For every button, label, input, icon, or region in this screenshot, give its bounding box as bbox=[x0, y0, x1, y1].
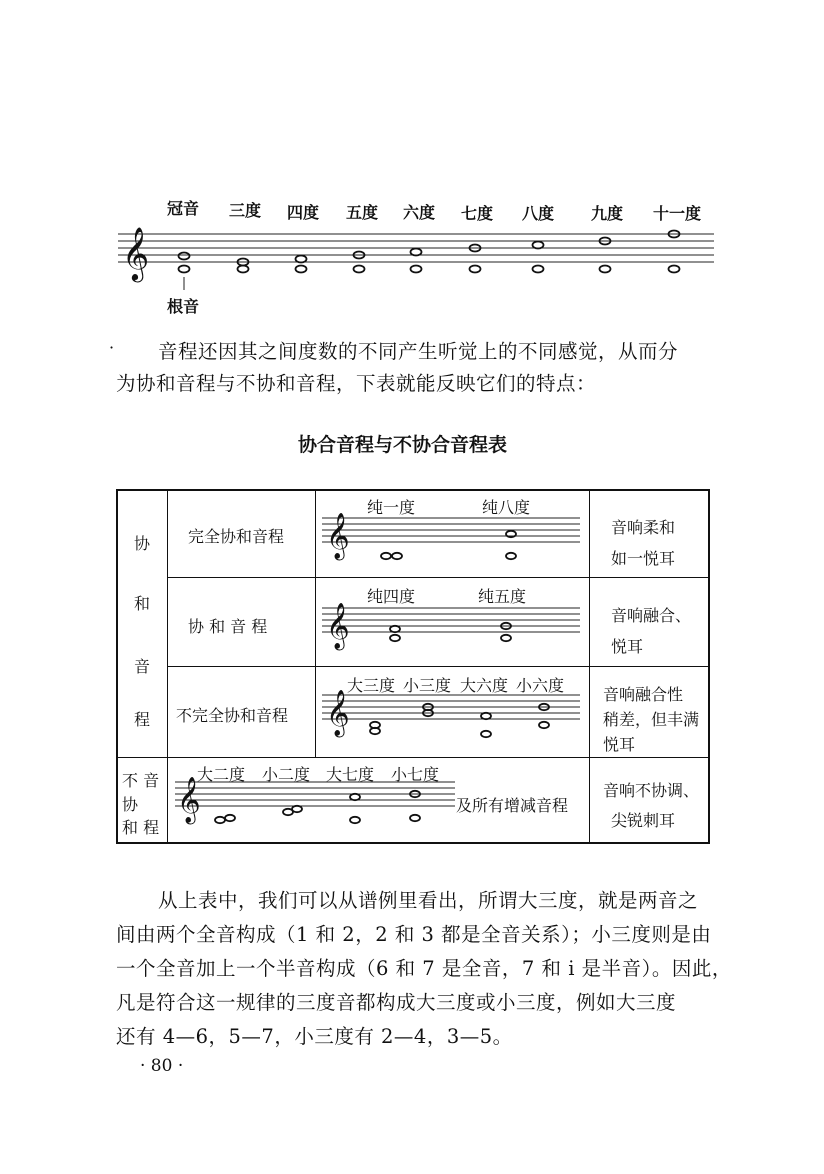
interval-label: 八度 bbox=[522, 204, 555, 223]
group-label-char: 音 bbox=[134, 657, 151, 676]
interval-name: 大六度 bbox=[460, 676, 509, 695]
group-label-line: 不 音 bbox=[122, 771, 160, 790]
music-staff bbox=[118, 222, 718, 292]
row-name: 协 和 音 程 bbox=[188, 617, 268, 636]
stray-mark: · bbox=[109, 338, 115, 357]
group-label-line: 和 程 bbox=[122, 818, 160, 837]
interval-name: 纯一度 bbox=[367, 498, 416, 517]
interval-name: 小七度 bbox=[391, 765, 440, 784]
page-number: · 80 · bbox=[140, 1056, 184, 1076]
description-line: 悦耳 bbox=[603, 735, 636, 754]
description-line: 稍差，但丰满 bbox=[603, 710, 700, 729]
interval-label: 四度 bbox=[287, 203, 320, 222]
interval-name: 大七度 bbox=[326, 765, 375, 784]
treble-clef-icon: 𝄞 bbox=[326, 603, 350, 649]
interval-name: 大二度 bbox=[197, 765, 246, 784]
group-label-char: 协 bbox=[134, 534, 151, 553]
note-heads bbox=[179, 231, 680, 273]
interval-name: 纯八度 bbox=[482, 498, 531, 517]
music-staff bbox=[322, 512, 584, 572]
description-line: 音响柔和 bbox=[611, 518, 676, 537]
interval-label: 九度 bbox=[591, 204, 624, 223]
interval-label: 七度 bbox=[461, 204, 494, 223]
description-line: 音响不协调、 bbox=[603, 781, 700, 800]
interval-label: 十一度 bbox=[653, 204, 702, 223]
interval-name: 小三度 bbox=[403, 676, 452, 695]
row-name: 不完全协和音程 bbox=[176, 706, 289, 725]
paragraph-line: 间由两个全音构成（1 和 2，2 和 3 都是全音关系）；小三度则是由 bbox=[116, 923, 712, 946]
description-line: 如一悦耳 bbox=[611, 549, 676, 568]
description-line: 尖锐刺耳 bbox=[611, 811, 676, 830]
treble-clef-icon: 𝄞 bbox=[326, 513, 350, 559]
interval-label: 三度 bbox=[229, 201, 262, 220]
interval-name: 大三度 bbox=[347, 676, 396, 695]
paragraph-line: 从上表中，我们可以从谱例里看出，所谓大三度，就是两音之 bbox=[158, 889, 699, 912]
description-line: 悦耳 bbox=[611, 637, 644, 656]
interval-label: 六度 bbox=[403, 203, 436, 222]
interval-note: 及所有增减音程 bbox=[456, 796, 569, 815]
paragraph-line: 为协和音程与不协和音程，下表就能反映它们的特点： bbox=[116, 372, 597, 395]
paragraph-line: 一个全音加上一个半音构成（6 和 7 是全音，7 和 i 是半音）。因此， bbox=[116, 957, 732, 980]
music-staff bbox=[322, 691, 584, 741]
interval-label: 五度 bbox=[346, 203, 379, 222]
treble-clef-icon: 𝄞 bbox=[122, 226, 150, 280]
root-label: 根音 bbox=[167, 297, 200, 316]
treble-clef-icon: 𝄞 bbox=[326, 690, 350, 736]
row-name: 完全协和音程 bbox=[188, 527, 285, 546]
group-label-line: 协 bbox=[122, 795, 139, 814]
group-label-char: 和 bbox=[134, 594, 151, 613]
description-line: 音响融合性 bbox=[603, 685, 684, 704]
description-line: 音响融合、 bbox=[611, 606, 692, 625]
paragraph-line: 还有 4—6，5—7，小三度有 2—4，3—5。 bbox=[116, 1025, 513, 1048]
music-staff bbox=[175, 778, 460, 828]
paragraph-line: 凡是符合这一规律的三度音都构成大三度或小三度，例如大三度 bbox=[116, 991, 677, 1014]
paragraph-line: 音程还因其之间度数的不同产生听觉上的不同感觉，从而分 bbox=[158, 340, 679, 363]
interval-name: 小六度 bbox=[516, 676, 565, 695]
treble-clef-icon: 𝄞 bbox=[177, 777, 201, 823]
interval-label: 冠音 bbox=[167, 199, 200, 218]
table-title: 协合音程与不协合音程表 bbox=[298, 434, 508, 456]
interval-name: 小二度 bbox=[262, 765, 311, 784]
interval-name: 纯四度 bbox=[367, 587, 416, 606]
group-label-char: 程 bbox=[134, 710, 151, 729]
interval-name: 纯五度 bbox=[478, 587, 527, 606]
music-staff bbox=[322, 604, 584, 654]
